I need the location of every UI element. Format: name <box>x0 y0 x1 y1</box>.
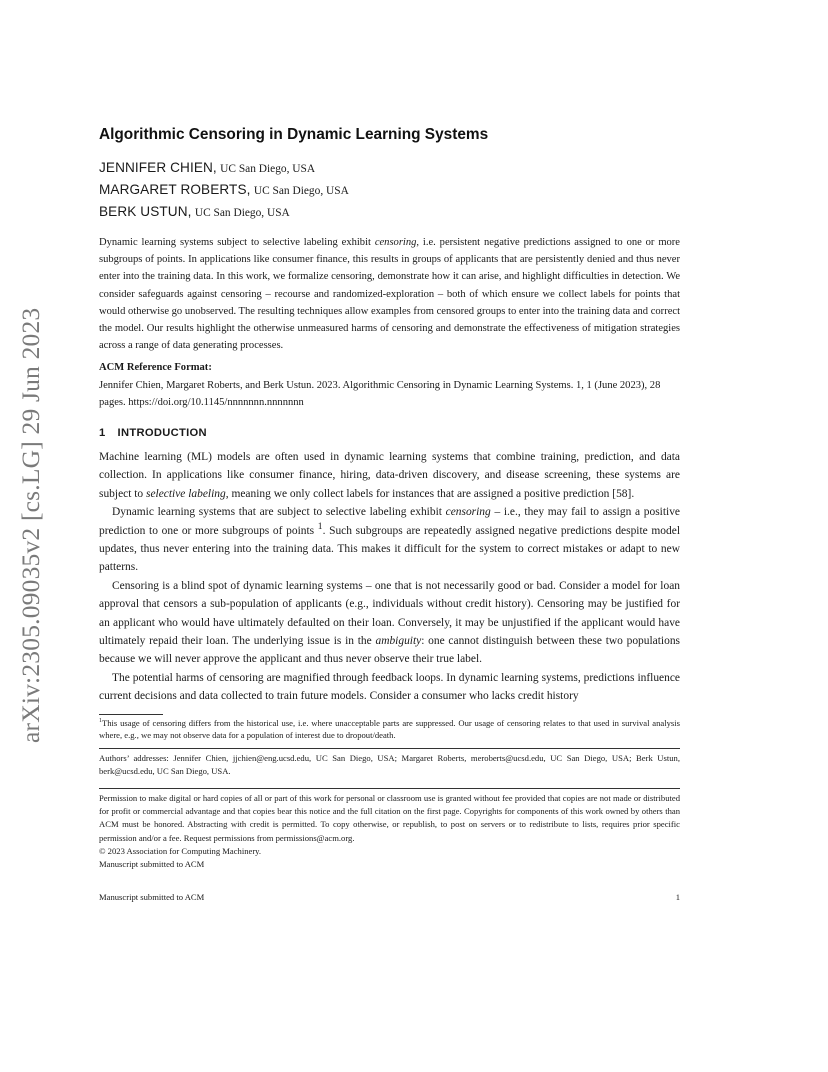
divider <box>99 748 680 749</box>
footnote: $^1$This usage of censoring differs from the historical use, i.e. where unacceptable parts are suppressed. Our usage of censoring relates to that used in survival analysis where, e.g., we may not observe data for a population of interest due to dropout/death. <box>99 718 680 741</box>
author-affiliation: UC San Diego, USA <box>253 185 349 197</box>
footnote-mark: 1 <box>317 520 323 532</box>
paragraph: Censoring is a blind spot of dynamic learning systems – one that is not necessarily good or bad. Consider a model for loan approval that censors a sub-population of applicants (e.g., individuals without credit history). Censoring may be justified for an applicant who would have ultimately defaulted on their loan. Conversely, it may be unjustified if the applicant would have ultimately repaid their loan. The underlying issue is in the ambiguity: one cannot distinguish between these two populations because we will never approve the applicant and thus never observe their true label. <box>99 579 680 666</box>
section-heading <box>99 427 207 439</box>
author-line <box>99 182 349 198</box>
manuscript-note: Manuscript submitted to ACM <box>99 859 205 870</box>
section-number: 1 <box>99 427 106 439</box>
permission-notice: Permission to make digital or hard copies of all or part of this work for personal or classroom use is granted without fee provided that copies are not made or distributed for profit or commercial advantage and that copies bear this notice and the full citation on the first page. Copyrights for components of this work owned by others than ACM must be honored. Abstracting with credit is permitted. To copy otherwise, or republish, to post on servers or to redistribute to lists, requires prior specific permission and/or a fee. Request permissions from permissions@acm.org. © 2023 Association for Computing Machinery. Manuscript submitted to ACM <box>99 792 680 871</box>
abstract: Dynamic learning systems subject to selective labeling exhibit censoring, i.e. persistent negative predictions assigned to one or more subgroups of points. In applications like consumer finance, this results in groups of applicants that are persistently denied and thus never enter into the training data. In this work, we formalize censoring, demonstrate how it can arise, and highlight difficulties in detection. We consider safeguards against censoring – recourse and randomized-exploration – both of which ensure we collect labels for points that would otherwise go unobserved. The resulting techniques allow examples from censored groups to enter into the training data and correct the model. Our results highlight the otherwise unmeasured harms of censoring and demonstrate the effectiveness of mitigation strategies across a range of data generating processes. <box>99 237 680 352</box>
paragraph: Machine learning (ML) models are often used in dynamic learning systems that combine training, prediction, and data collection. In applications like consumer finance, hiring, data-driven discovery, and disease screening, these systems are subject to selective labeling, meaning we only collect labels for instances that are assigned a positive prediction [58]. <box>99 451 680 500</box>
author-line <box>99 204 290 220</box>
page-number: 1 <box>675 892 680 902</box>
author-affiliation: UC San Diego, USA <box>194 207 290 219</box>
paragraph: The potential harms of censoring are magnified through feedback loops. In dynamic learning systems, predictions influence current decisions and data collected to train future models. Consider a consumer who lacks credit history <box>99 671 680 703</box>
section-title: INTRODUCTION <box>117 427 207 439</box>
author-line <box>99 160 315 176</box>
authors-addresses: Authors’ addresses: Jennifer Chien, jjchien@eng.ucsd.edu, UC San Diego, USA; Margaret Roberts, meroberts@ucsd.edu, UC San Diego, USA; Berk Ustun, berk@ucsd.edu, UC San Diego, USA. <box>99 753 680 776</box>
footnote-rule <box>99 714 163 715</box>
acm-reference-text: Jennifer Chien, Margaret Roberts, and Berk Ustun. 2023. Algorithmic Censoring in Dynamic Learning Systems. 1, 1 (June 2023), 28 pages. https://doi.org/10.1145/nnnnnnn.nnnnnnn <box>99 380 661 408</box>
arxiv-watermark: arXiv:2305.09035v2 [cs.LG] 29 Jun 2023 <box>16 307 45 743</box>
author-name: JENNIFER CHIEN, <box>99 160 217 175</box>
copyright: © 2023 Association for Computing Machinery. <box>99 845 262 856</box>
paper-title: Algorithmic Censoring in Dynamic Learning Systems <box>99 126 489 143</box>
paragraph: Dynamic learning systems that are subject to selective labeling exhibit censoring – i.e., they may fail to assign a positive prediction to one or more subgroups of points $^1$. Such subgroups are repeatedly assigned negative predictions despite model updates, thus never entering into the training data. This makes it difficult for the system to correct mistakes or adapt to new patterns. <box>99 506 680 574</box>
page-footer <box>99 892 680 902</box>
author-name: MARGARET ROBERTS, <box>99 182 251 197</box>
acm-reference-heading: ACM Reference Format: <box>99 362 212 373</box>
footer-left: Manuscript submitted to ACM <box>99 892 205 902</box>
divider <box>99 788 680 789</box>
author-name: BERK USTUN, <box>99 204 192 219</box>
body-text <box>99 448 680 706</box>
author-affiliation: UC San Diego, USA <box>220 163 316 175</box>
